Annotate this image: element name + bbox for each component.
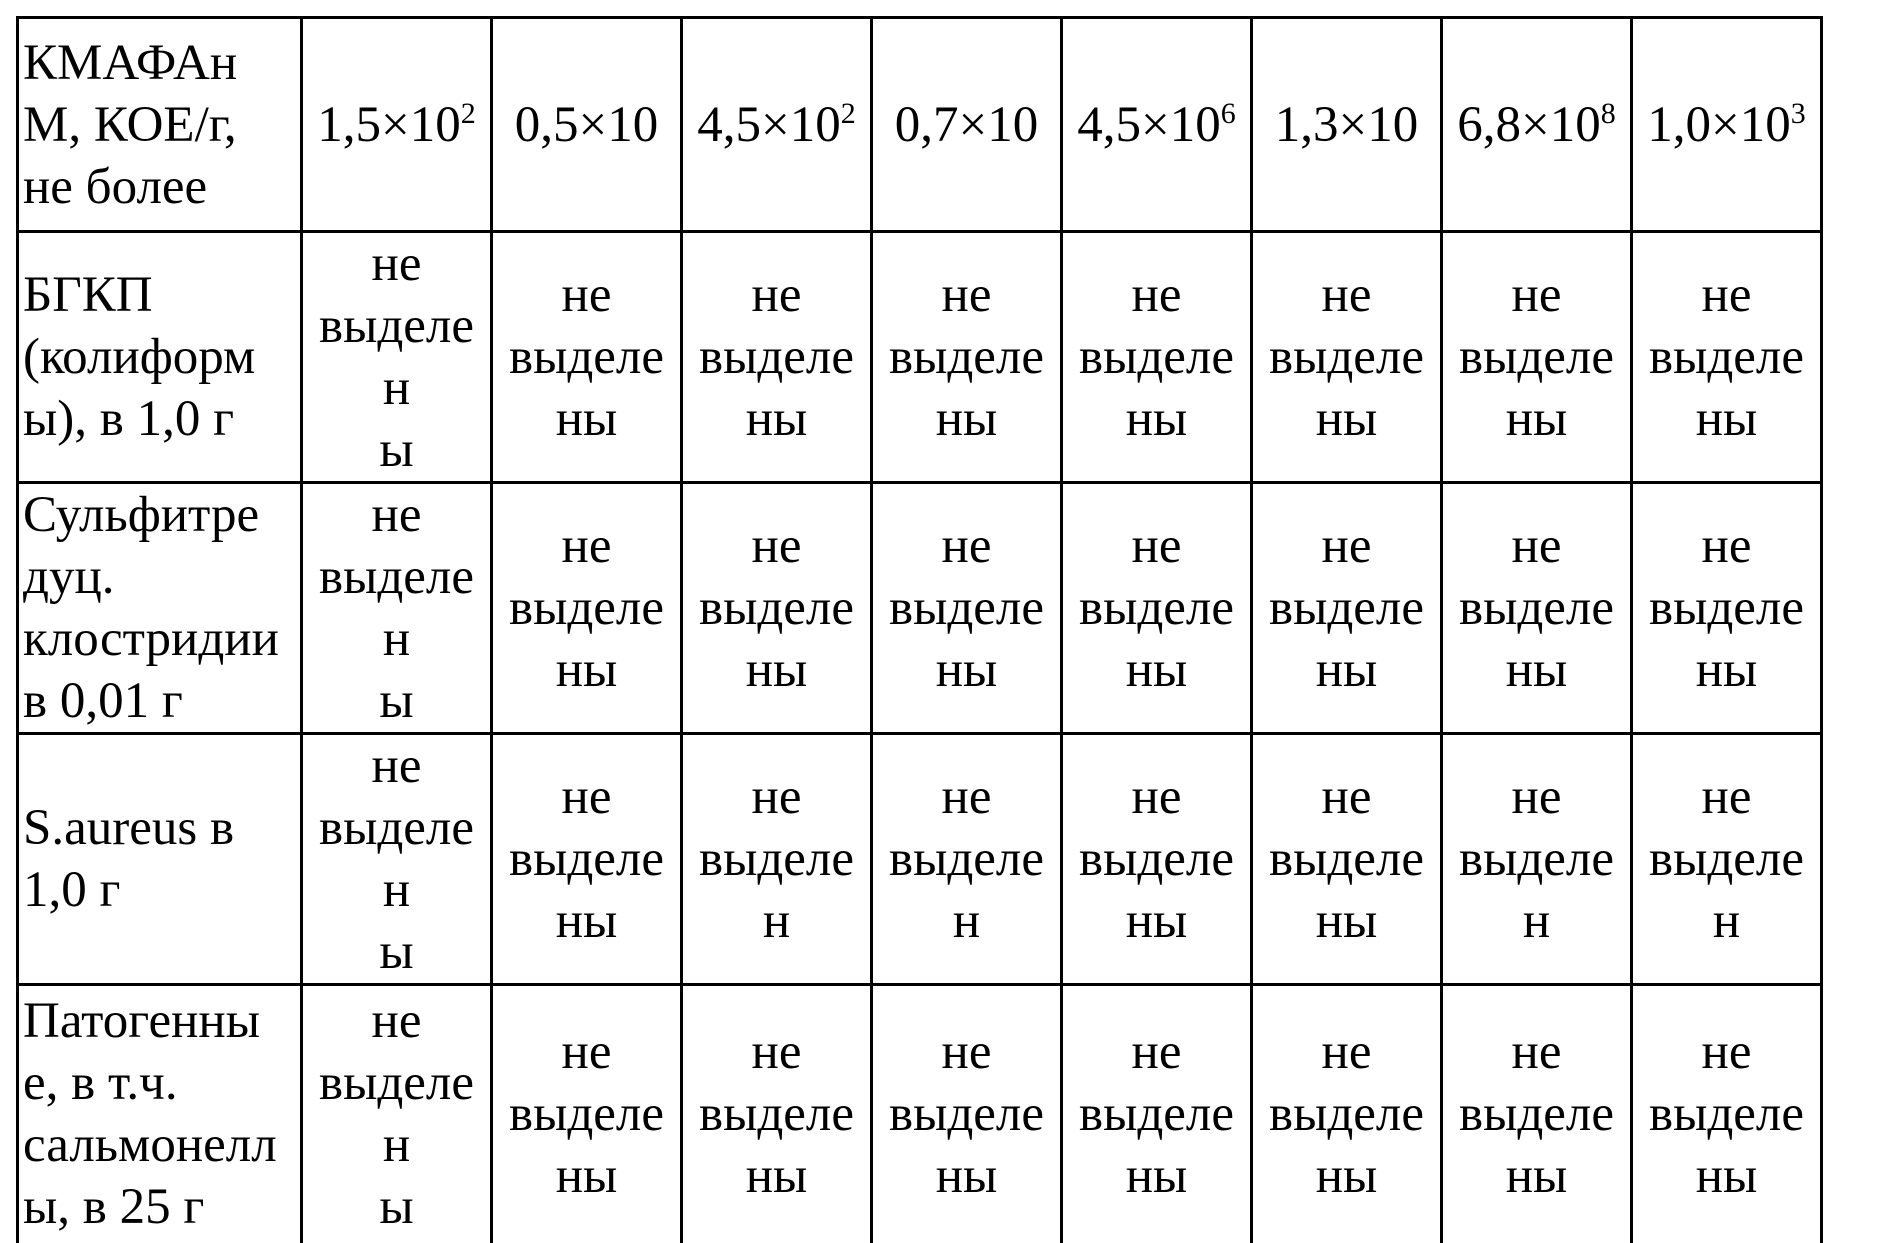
table-cell	[492, 18, 682, 232]
table-cell	[1632, 18, 1822, 232]
table-cell: не выделе ны	[1062, 232, 1252, 483]
table-cell: не выделе ны	[872, 232, 1062, 483]
cell-base: 0,5×10	[514, 96, 659, 153]
table-cell	[872, 18, 1062, 232]
table-cell: не выделе ны	[1632, 985, 1822, 1243]
cell-base: 1,3×10	[1274, 96, 1419, 153]
table-cell: не выделе н	[1442, 734, 1632, 985]
table-row	[18, 483, 1822, 734]
microbiology-table	[16, 16, 1823, 1243]
table-cell: не выделе ны	[492, 734, 682, 985]
table-cell	[1062, 18, 1252, 232]
row-label: КМАФАн М, КОЕ/г, не более	[18, 18, 302, 232]
cell-base: 1,0×10	[1647, 96, 1791, 153]
cell-base: 4,5×10	[1077, 96, 1221, 153]
table-row	[18, 18, 1822, 232]
table-cell: не выделе ны	[1252, 734, 1442, 985]
row-label: Сульфитре дуц. клостридии в 0,01 г	[18, 483, 302, 734]
table-body	[18, 18, 1822, 1243]
row-label: S.aureus в 1,0 г	[18, 734, 302, 985]
cell-exponent: 3	[1790, 96, 1806, 130]
table-cell: не выделе ны	[1252, 483, 1442, 734]
table-cell: не выделе ны	[492, 985, 682, 1243]
table-cell: не выделе ны	[1632, 483, 1822, 734]
row-label: БГКП (колиформ ы), в 1,0 г	[18, 232, 302, 483]
cell-exponent: 2	[460, 96, 476, 130]
cell-exponent: 8	[1600, 96, 1616, 130]
table-cell: не выделе ны	[492, 232, 682, 483]
table-cell	[1442, 18, 1632, 232]
cell-exponent: 2	[840, 96, 856, 130]
table-cell: не выделе ны	[1062, 734, 1252, 985]
table-cell: не выделен ы	[302, 985, 492, 1243]
table-cell: не выделе ны	[1062, 483, 1252, 734]
table-cell: не выделе ны	[1252, 232, 1442, 483]
table-cell: не выделе ны	[1442, 232, 1632, 483]
table-cell: не выделен ы	[302, 734, 492, 985]
table-cell: не выделе ны	[1442, 483, 1632, 734]
cell-base: 4,5×10	[697, 96, 841, 153]
table-cell: не выделе н	[682, 734, 872, 985]
table-cell: не выделе ны	[1062, 985, 1252, 1243]
row-label: Патогенны е, в т.ч. сальмонелл ы, в 25 г	[18, 985, 302, 1243]
table-cell: не выделен ы	[302, 232, 492, 483]
table-cell: не выделе ны	[682, 985, 872, 1243]
table-cell: не выделе ны	[682, 483, 872, 734]
table-cell: не выделе ны	[1442, 985, 1632, 1243]
cell-base: 1,5×10	[317, 96, 461, 153]
table-row	[18, 985, 1822, 1243]
table-cell: не выделе н	[1632, 734, 1822, 985]
table-cell: не выделе ны	[682, 232, 872, 483]
table-cell	[682, 18, 872, 232]
table-cell: не выделе ны	[1252, 985, 1442, 1243]
table-cell: не выделе ны	[1632, 232, 1822, 483]
table-cell	[1252, 18, 1442, 232]
cell-base: 6,8×10	[1457, 96, 1601, 153]
table-row	[18, 734, 1822, 985]
table-cell: не выделе н	[872, 734, 1062, 985]
table-cell: не выделен ы	[302, 483, 492, 734]
table-cell: не выделе ны	[872, 483, 1062, 734]
table-cell: не выделе ны	[872, 985, 1062, 1243]
cell-exponent: 6	[1220, 96, 1236, 130]
table-cell	[302, 18, 492, 232]
table-row	[18, 232, 1822, 483]
table-cell: не выделе ны	[492, 483, 682, 734]
cell-base: 0,7×10	[894, 96, 1039, 153]
